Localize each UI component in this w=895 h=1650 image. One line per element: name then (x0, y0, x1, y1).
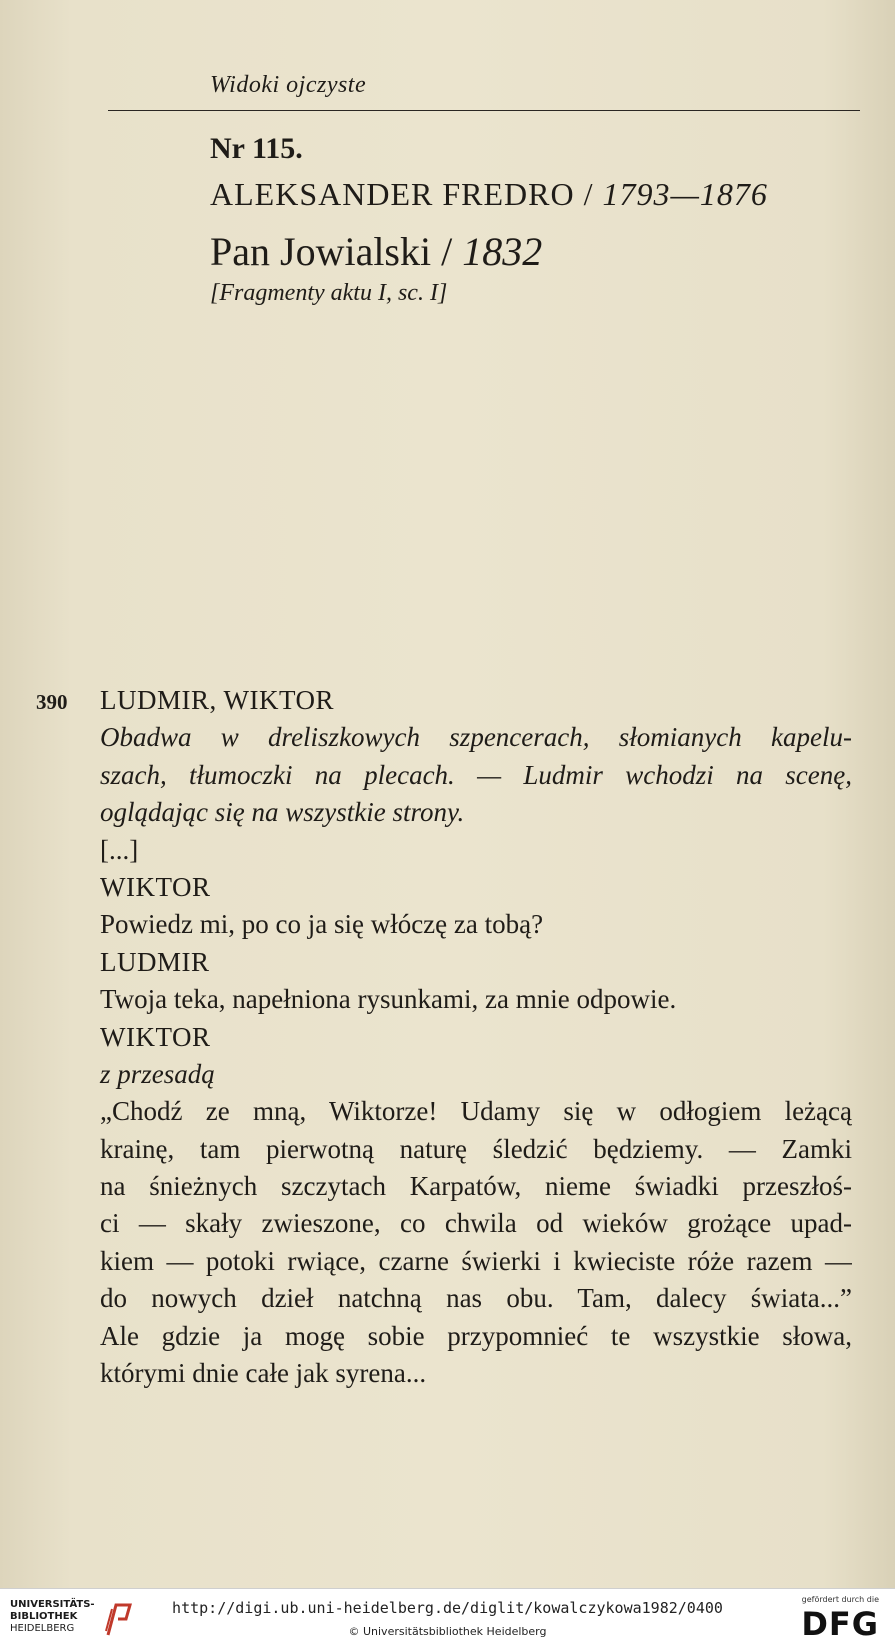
drama-text (100, 682, 852, 1392)
work-year: 1832 (462, 229, 543, 274)
text-line: Obadwa w dreliszkowych szpencerach, słomianych kapelu- (100, 722, 852, 753)
header-rule (108, 110, 860, 111)
text-line: Ale gdzie ja mogę sobie przypomnieć te wszystkie słowa, (100, 1320, 852, 1351)
author-dates: 1793—1876 (602, 176, 768, 212)
running-title: Widoki ojczyste (210, 72, 367, 98)
text-line: szach, tłumoczki na plecach. — Ludmir wchodzi na scenę, (100, 759, 852, 790)
fragment-note: [Fragmenty aktu I, sc. I] (210, 280, 448, 306)
text-line: krainę, tam pierwotną naturę śledzić będziemy. — Zamki (100, 1133, 852, 1164)
work-title-line (210, 228, 542, 275)
stage-direction: z przesadą (100, 1058, 215, 1089)
digitization-footer (0, 1588, 895, 1650)
text-line: Twoja teka, napełniona rysunkami, za mnie odpowie. (100, 984, 677, 1015)
line-number: 390 (36, 690, 68, 714)
entry-number: Nr 115. (210, 132, 303, 165)
library-line: UNIVERSITÄTS- (10, 1599, 95, 1610)
author-separator: / (574, 176, 603, 212)
text-line: Powiedz mi, po co ja się włóczę za tobą? (100, 909, 544, 940)
text-line: oglądając się na wszystkie strony. (100, 797, 465, 828)
work-title: Pan Jowialski (210, 229, 432, 274)
text-line: na śnieżnych szczytach Karpatów, nieme świadki przeszłoś- (100, 1171, 852, 1202)
entry-author-line (210, 176, 768, 213)
speaker-name: WIKTOR (100, 1021, 211, 1052)
text-line: do nowych dzieł natchną nas obu. Tam, dalecy świata...” (100, 1283, 852, 1314)
author-name: ALEKSANDER FREDRO (210, 176, 575, 212)
dfg-logo[interactable]: DFG (801, 1605, 879, 1643)
text-line: „Chodź ze mną, Wiktorze! Udamy się w odłogiem leżącą (100, 1096, 852, 1127)
library-line: HEIDELBERG (10, 1623, 75, 1634)
text-line: LUDMIR, WIKTOR (100, 685, 334, 715)
text-line: [...] (100, 834, 139, 865)
text-line: którymi dnie całe jak syrena... (100, 1358, 427, 1389)
speaker-name: LUDMIR (100, 946, 210, 977)
text-line: kiem — potoki rwiące, czarne świerki i kwieciste róże razem — (100, 1245, 852, 1276)
library-line: BIBLIOTHEK (10, 1611, 78, 1622)
funder-note: gefördert durch die (801, 1595, 879, 1604)
work-separator: / (431, 229, 463, 274)
speaker-name: WIKTOR (100, 871, 211, 902)
source-url-link[interactable]: http://digi.ub.uni-heidelberg.de/diglit/kowalczykowa1982/0400 (172, 1599, 723, 1617)
text-line: ci — skały zwieszone, co chwila od wieków grożące upad- (100, 1208, 852, 1239)
copyright-notice: © Universitätsbibliothek Heidelberg (348, 1625, 547, 1638)
